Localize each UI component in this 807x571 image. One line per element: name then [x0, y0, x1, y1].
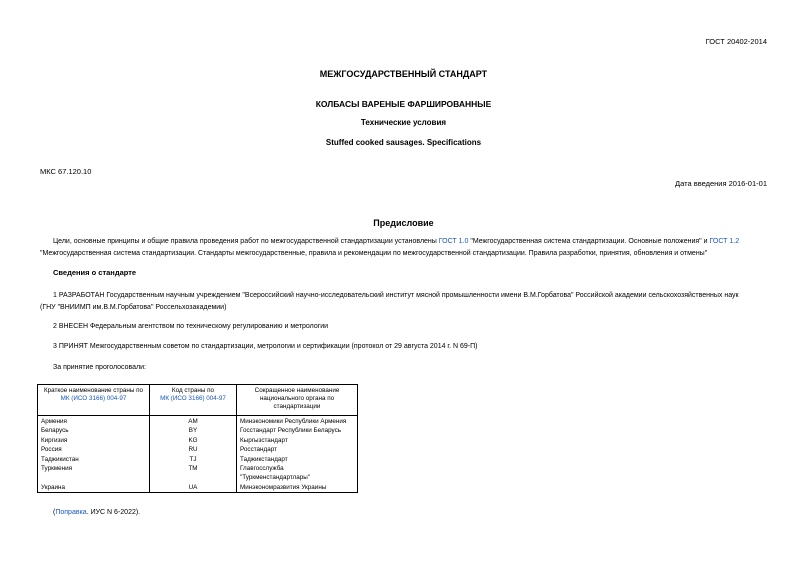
english-title: Stuffed cooked sausages. Specifications — [325, 138, 482, 147]
column-header-body: Сокращенное наименование национального органа по стандартизации — [237, 385, 358, 416]
amendment-link[interactable]: Поправка — [55, 509, 87, 516]
column-header-code: Код страны по МК (ИСО 3166) 004-97 — [150, 385, 237, 416]
developer-paragraph — [40, 290, 739, 314]
mks-code: МКС 67.120.10 — [40, 167, 92, 176]
voted-paragraph: За принятие проголосовали: — [53, 364, 146, 371]
introduced-paragraph: 2 ВНЕСЕН Федеральным агентством по техническому регулированию и метрологии — [53, 323, 329, 330]
column-header-country: Краткое наименование страны по МК (ИСО 3166) 004-97 — [38, 385, 150, 416]
table-row: Киргизия KG Кыргызстандарт — [38, 436, 358, 445]
document-code: ГОСТ 20402-2014 — [705, 37, 767, 46]
table-row: Россия RU Росстандарт — [38, 445, 358, 454]
preface-paragraph-1 — [40, 236, 780, 260]
table-row: Беларусь BY Госстандарт Республики Беларусь — [38, 426, 358, 435]
mk-iso-link[interactable]: МК (ИСО 3166) 004-97 — [60, 395, 127, 402]
mk-iso-link[interactable]: МК (ИСО 3166) 004-97 — [160, 395, 226, 402]
table-header-row — [38, 385, 358, 416]
table-row: Украина UA Минэкономразвития Украины — [38, 483, 358, 493]
document-subtitle: Технические условия — [360, 118, 447, 127]
standard-type-heading: МЕЖГОСУДАРСТВЕННЫЙ СТАНДАРТ — [319, 69, 488, 79]
preface-heading: Предисловие — [373, 218, 434, 228]
preface-text: Цели, основные принципы и общие правила проведения работ по межгосударственной стандартизации установлены — [53, 238, 439, 245]
preface-text: "Межгосударственная система стандартизации. Основные положения" и — [468, 238, 710, 245]
gost-1-0-link[interactable]: ГОСТ 1.0 — [438, 238, 469, 245]
table-row: Армения AM Минэкономики Республики Армения — [38, 416, 358, 427]
intro-date: Дата введения 2016-01-01 — [675, 179, 767, 188]
adopted-paragraph: 3 ПРИНЯТ Межгосударственным советом по стандартизации, метрологии и сертификации (протокол от 29 августа 2014 г. N 69-П) — [53, 343, 478, 350]
developer-text: 1 РАЗРАБОТАН Государственным научным учреждением "Всероссийский научно-исследовательский институт мясной промышленности имени В.М.Горбатова" Российской академии сельскохозяйственных наук — [53, 292, 739, 299]
info-heading: Сведения о стандарте — [53, 268, 137, 277]
table-row: Таджикистан TJ Таджикстандарт — [38, 455, 358, 464]
developer-abbrev: (ГНУ "ВНИИМП им.В.М.Горбатова" Россельхозакадемии) — [40, 304, 227, 311]
voting-table — [37, 384, 358, 493]
preface-text: "Межгосударственная система стандартизации. Стандарты межгосударственные, правила и рекомендации по межгосударственной стандартизации. Правила разработки, принятия, обновления и отмены" — [40, 250, 708, 257]
document-title: КОЛБАСЫ ВАРЕНЫЕ ФАРШИРОВАННЫЕ — [315, 99, 492, 109]
gost-1-2-link[interactable]: ГОСТ 1.2 — [709, 238, 740, 245]
table-row: Туркмения TM Главгосслужба "Туркменстандартлары" — [38, 464, 358, 483]
amendment-note: (Поправка. ИУС N 6-2022). — [53, 509, 141, 516]
